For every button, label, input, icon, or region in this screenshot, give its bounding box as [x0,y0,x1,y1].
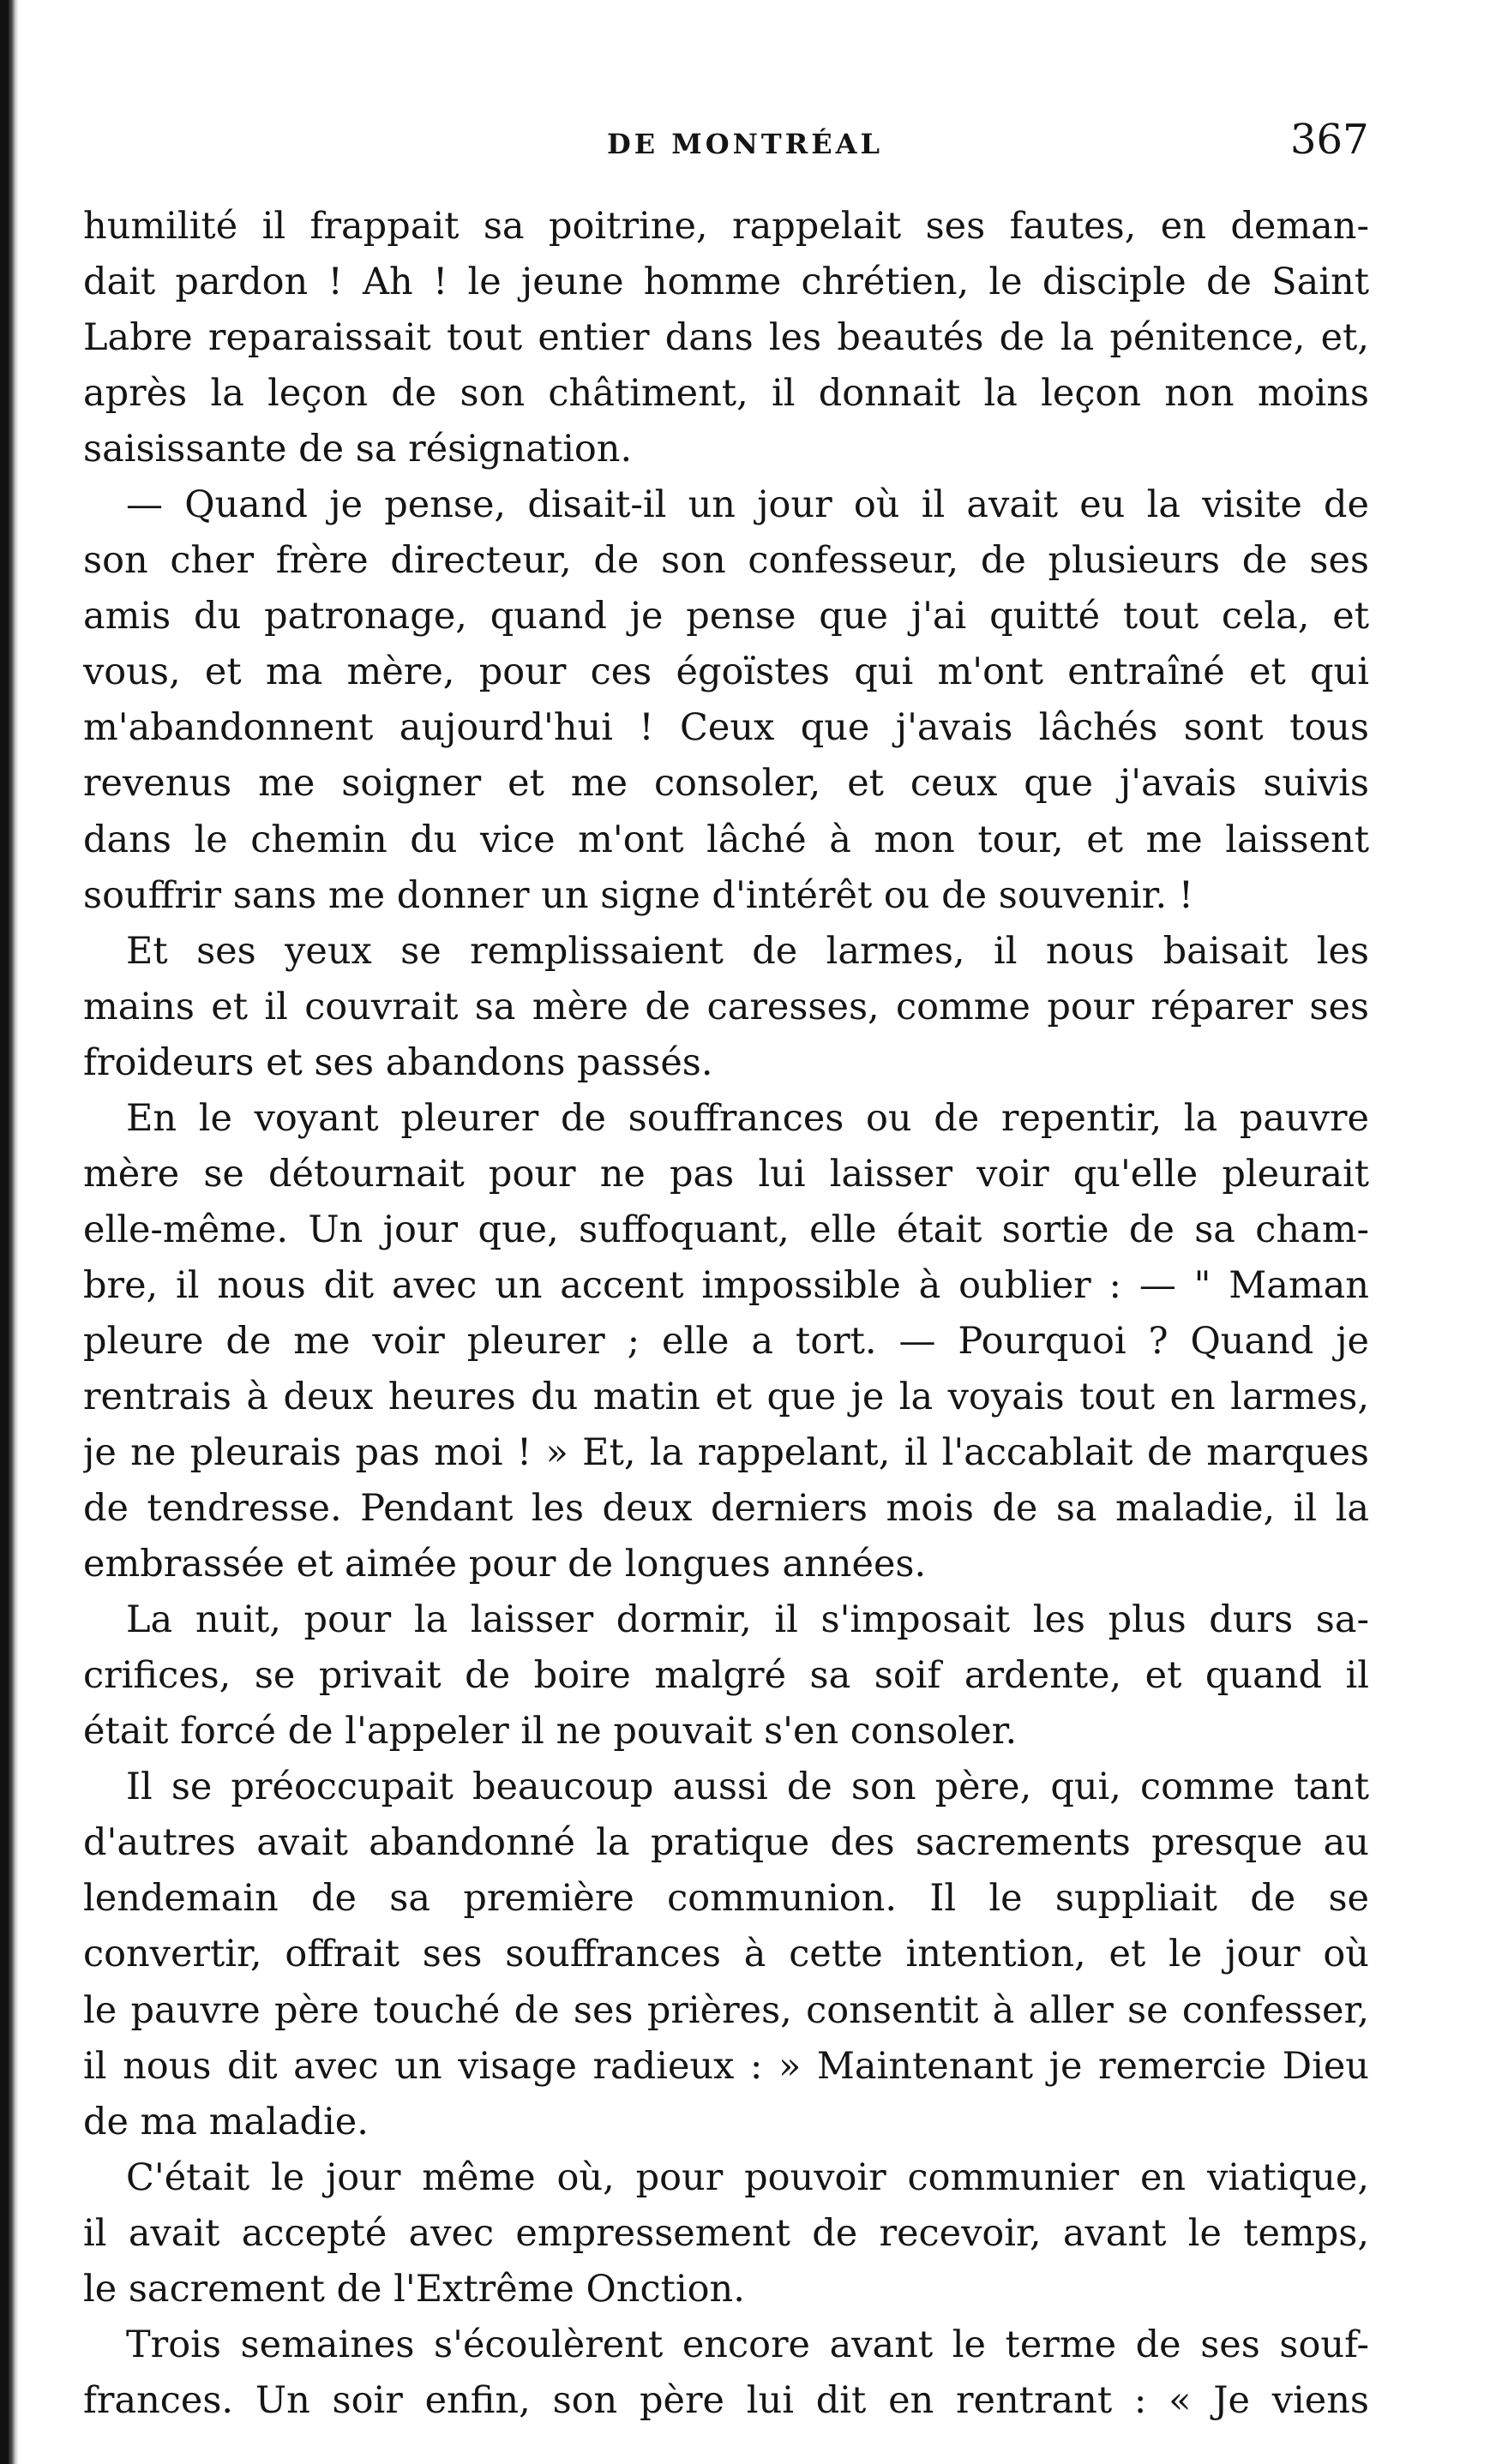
page-header [0,116,1490,167]
text-line: Labre reparaissait tout entier dans les beautés de la pénitence, et, [83,316,1369,360]
text-line: je ne pleurais pas moi ! » Et, la rappelant, il l'accablait de marques [83,1431,1369,1475]
text-line: — Quand je pense, disait-il un jour où il avait eu la visite de [126,483,1369,527]
text-line: il nous dit avec un visage radieux : » Maintenant je remercie Dieu [83,2044,1369,2088]
text-line: après la leçon de son châtiment, il donnait la leçon non moins [83,372,1369,416]
text-line: saisissante de sa résignation. [83,428,633,471]
text-line: rentrais à deux heures du matin et que je la voyais tout en larmes, [83,1375,1369,1418]
text-line: convertir, offrait ses souffrances à cette intention, et le jour où [83,1933,1369,1976]
text-line: souffrir sans me donner un signe d'intérêt ou de souvenir. ! [83,873,1194,917]
text-line: Trois semaines s'écoulèrent encore avant le terme de ses souf- [126,2323,1369,2366]
text-line: frances. Un soir enfin, son père lui dit en rentrant : « Je viens [83,2378,1369,2422]
text-line: dans le chemin du vice m'ont lâché à mon tour, et me laissent [83,818,1369,861]
text-line: était forcé de l'appeler il ne pouvait s'en consoler. [83,1710,1018,1754]
text-line: elle-même. Un jour que, suffoquant, elle était sortie de sa cham- [83,1208,1369,1251]
text-line: mère se détournait pour ne pas lui laisser voir qu'elle pleurait [83,1152,1369,1196]
text-line: amis du patronage, quand je pense que j'ai quitté tout cela, et [83,595,1369,638]
text-line: de ma maladie. [83,2100,369,2143]
text-line: d'autres avait abandonné la pratique des sacrements presque au [83,1821,1369,1865]
text-line: le sacrement de l'Extrême Onction. [83,2267,745,2311]
text-line: C'était le jour même où, pour pouvoir communier en viatique, [126,2155,1369,2199]
text-line: mains et il couvrait sa mère de caresses, comme pour réparer ses [83,985,1369,1028]
text-line: crifices, se privait de boire malgré sa soif ardente, et quand il [83,1654,1369,1698]
body-text [83,199,1369,2429]
page-number: 367 [1290,116,1369,164]
text-line: vous, et ma mère, pour ces égoïstes qui m'ont entraîné et qui [83,650,1369,694]
text-line: Et ses yeux se remplissaient de larmes, il nous baisait les [126,929,1369,973]
book-spine-shadow [0,0,19,2464]
text-line: En le voyant pleurer de souffrances ou de repentir, la pauvre [126,1096,1369,1140]
text-line: dait pardon ! Ah ! le jeune homme chrétien, le disciple de Saint [83,261,1369,304]
text-line: revenus me soigner et me consoler, et ceux que j'avais suivis [83,762,1369,806]
text-line: Il se préoccupait beaucoup aussi de son père, qui, comme tant [126,1766,1369,1809]
text-line: La nuit, pour la laisser dormir, il s'imposait les plus durs sa- [126,1598,1369,1642]
text-line: il avait accepté avec empressement de recevoir, avant le temps, [83,2211,1369,2255]
text-line: bre, il nous dit avec un accent impossible à oublier : — " Maman [83,1263,1369,1307]
text-line: lendemain de sa première communion. Il le suppliait de se [83,1877,1369,1921]
running-title: DE MONTRÉAL [607,128,883,160]
text-line: le pauvre père touché de ses prières, consentit à aller se confesser, [83,1988,1369,2032]
text-line: m'abandonnent aujourd'hui ! Ceux que j'avais lâchés sont tous [83,706,1369,750]
text-line: pleure de me voir pleurer ; elle a tort. — Pourquoi ? Quand je [83,1319,1369,1363]
text-line: de tendresse. Pendant les deux derniers mois de sa maladie, il la [83,1487,1369,1531]
text-line: humilité il frappait sa poitrine, rappelait ses fautes, en deman- [83,205,1369,248]
text-line: embrassée et aimée pour de longues années. [83,1543,927,1586]
text-line: froideurs et ses abandons passés. [83,1040,713,1084]
text-line: son cher frère directeur, de son confesseur, de plusieurs de ses [83,539,1369,583]
